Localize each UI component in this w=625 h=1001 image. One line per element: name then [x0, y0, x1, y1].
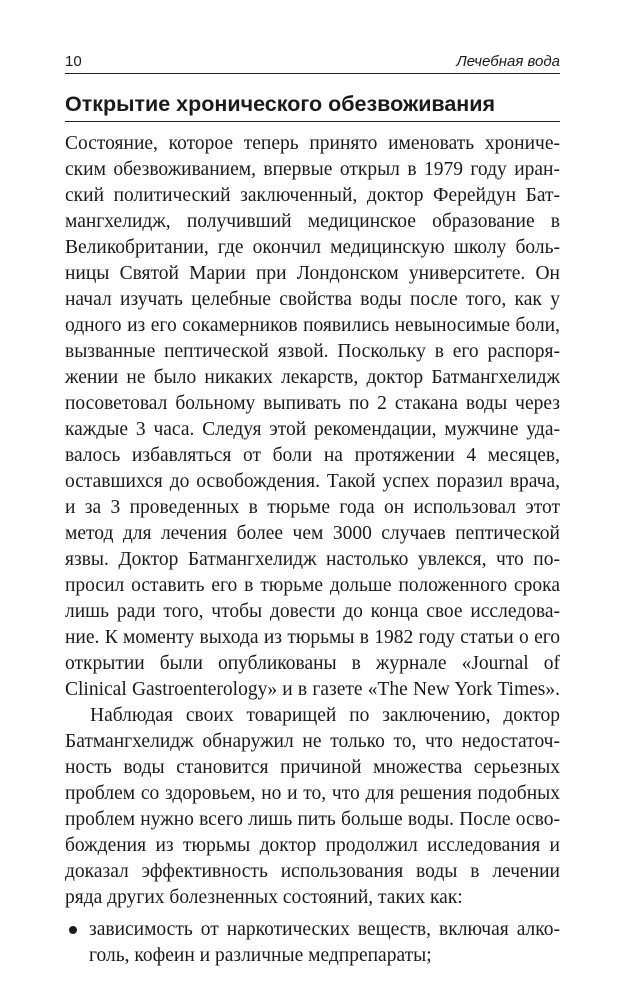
text-line: одного из его сокамерников появились невыносимые боли, [65, 315, 560, 336]
text-line: открытии были опубликованы в журнале «Journal of [65, 653, 560, 674]
text-line: Состояние, которое теперь принято именовать хрониче- [65, 133, 560, 154]
text-line: метод для лечения более чем 3000 случаев пептической [65, 523, 560, 544]
book-page [65, 46, 560, 969]
text-line: жении не было никаких лекарств, доктор Батмангхелидж [65, 367, 560, 388]
text-line: просил оставить его в тюрьме дольше положенного срока [65, 575, 560, 596]
running-head [65, 46, 560, 74]
page-number: 10 [65, 53, 82, 70]
text-line: ницы Святой Марии при Лондонском университете. Он [65, 263, 560, 284]
bullet-icon [69, 926, 77, 934]
text-line: Clinical Gastroenterology» и в газете «The New York Times». [65, 679, 560, 700]
text-line: голь, кофеин и различные медпрепараты; [89, 945, 432, 966]
running-title: Лечебная вода [456, 53, 560, 70]
text-line: мангхелидж, получивший медицинское образование в [65, 211, 560, 232]
text-line: бождения из тюрьмы доктор продолжил исследования и [65, 835, 560, 856]
paragraph-1 [65, 131, 560, 703]
text-line: и за 3 проведенных в тюрьме года он использовал этот [65, 497, 560, 518]
text-line: вызванные пептической язвой. Поскольку в его распоря- [65, 341, 560, 362]
section-title: Открытие хронического обезвоживания [65, 90, 560, 122]
text-line: Великобритании, где окончил медицинскую школу боль- [65, 237, 560, 258]
text-line: посоветовал больному выпивать по 2 стакана воды через [65, 393, 560, 414]
bullet-list [65, 917, 560, 969]
text-line: ряда других болезненных состояний, таких как: [65, 887, 463, 908]
text-line: валось избавляться от боли на протяжении 4 месяцев, [65, 445, 560, 466]
text-line: ние. К моменту выхода из тюрьмы в 1982 году статьи о его [65, 627, 560, 648]
text-line: каждые 3 часа. Следуя этой рекомендации, мужчине уда- [65, 419, 560, 440]
text-line: проблем со здоровьем, но и то, что для решения подобных [65, 783, 560, 804]
text-line: проблем нужно всего лишь пить больше воды. После осво- [65, 809, 560, 830]
paragraph-2 [65, 703, 560, 911]
text-line: язвы. Доктор Батмангхелидж настолько увлекся, что по- [65, 549, 560, 570]
text-line: доказал эффективность использования воды в лечении [65, 861, 560, 882]
text-line: лишь ради того, чтобы довести до конца свое исследова- [65, 601, 560, 622]
text-line: ским обезвоживанием, впервые открыл в 1979 году иран- [65, 159, 560, 180]
text-line: оставшихся до освобождения. Такой успех поразил врача, [65, 471, 560, 492]
text-line: начал изучать целебные свойства воды после того, как у [65, 289, 560, 310]
text-line: ский политический заключенный, доктор Ферейдун Бат- [65, 185, 560, 206]
body-text [65, 131, 560, 969]
text-line: Наблюдая своих товарищей по заключению, доктор [90, 705, 560, 726]
text-line: ность воды становится причиной множества серьезных [65, 757, 560, 778]
list-item [65, 917, 560, 969]
text-line: зависимость от наркотических веществ, включая алко- [89, 919, 560, 940]
text-line: Батмангхелидж обнаружил не только то, что недостаточ- [65, 731, 560, 752]
